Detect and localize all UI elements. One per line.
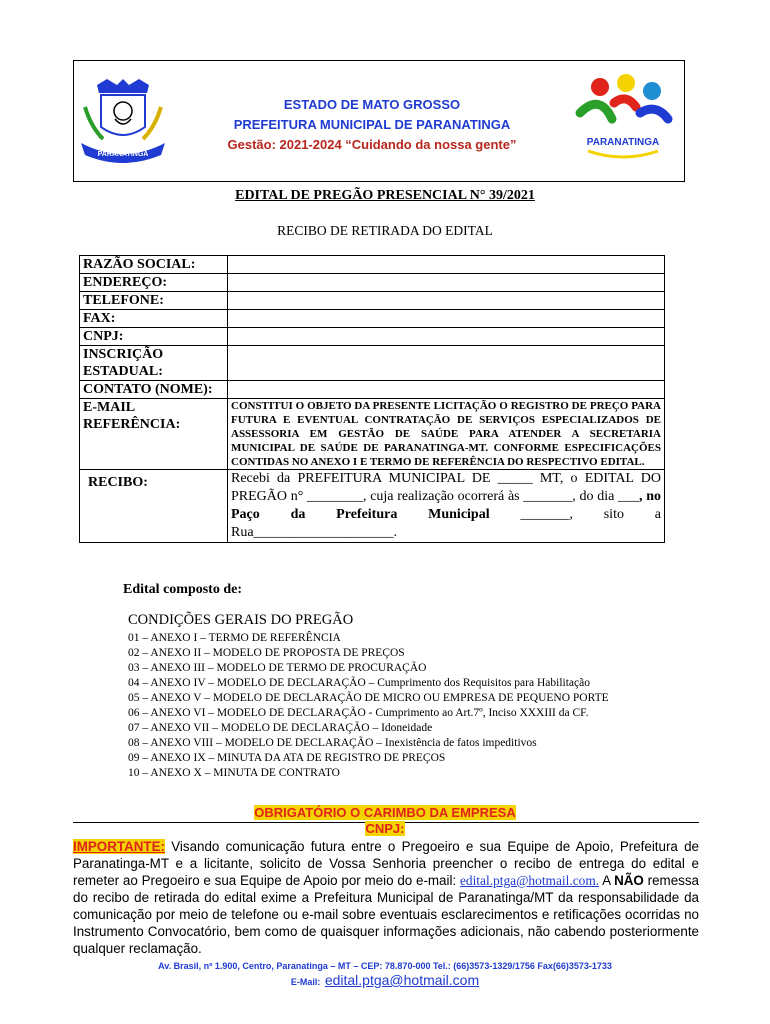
paranatinga-logo-icon xyxy=(570,73,676,169)
referencia-text: CONSTITUI O OBJETO DA PRESENTE LICITAÇÃO O REGISTRO DE PREÇO PARA FUTURA E EVENTUAL CONTRATAÇÃO DE SERVIÇOS ESPECIALIZADOS DE ASSESSORIA EM GESTÃO DE SAÚDE PARA ATENDER A SECRETARIA MUNICIPAL DE SAÚDE DE PARANATINGA-MT. CONFORME ESPECIFICAÇÕES CONTIDAS NO ANEXO I E TERMO DE REFERÊNCIA DO RESPECTIVO EDITAL. xyxy=(228,399,665,470)
administration-motto: Gestão: 2021-2024 “Cuidando da nossa gente” xyxy=(227,137,517,152)
importante-text1: Visando comunicação futura entre o Pregoeiro e sua Equipe de Apoio, Prefeitura de Paranatinga-MT e a licitante, solicito de Vossa Senhoria preencher o recibo de entrega do edital e remeter ao Pregoeiro e sua Equipe de Apoio por meio do e-mail: xyxy=(73,839,699,888)
razao-social-field[interactable] xyxy=(228,256,665,274)
footer-email-line xyxy=(0,972,770,990)
document-subtitle: RECIBO DE RETIRADA DO EDITAL xyxy=(277,223,493,238)
letterhead-text xyxy=(170,95,574,155)
edital-composto-label: Edital composto de: xyxy=(123,582,242,597)
list-item: 10 – ANEXO X – MINUTA DE CONTRATO xyxy=(128,767,340,779)
importante-text2: A xyxy=(599,873,615,888)
footer-address: Av. Brasil, nº 1.900, Centro, Paranatinga – MT – CEP: 78.870-000 Tel.: (66)3573-1329/1756 Fax(66)3573-1733 xyxy=(158,961,612,971)
razao-social-label: RAZÃO SOCIAL: xyxy=(80,256,228,274)
importante-text3: remessa do recibo de retirada do edital exime a Prefeitura Municipal de Paranatinga/MT da responsabilidade da comunicação por meio de telefone ou e-mail sobre eventuais esclarecimentos e retificações ocorridas no Instrumento Convocatório, bem como de quaisquer informações adicionais, não cabendo posteriormente qualquer reclamação. xyxy=(73,873,699,956)
receipt-form xyxy=(79,255,665,543)
logo-text: PARANATINGA xyxy=(586,137,660,148)
document-title: EDITAL DE PREGÃO PRESENCIAL N° 39/2021 xyxy=(235,188,535,203)
telefone-field[interactable] xyxy=(228,292,665,310)
cnpj-field[interactable] xyxy=(228,328,665,346)
state-name: ESTADO DE MATO GROSSO xyxy=(283,97,461,112)
recibo-text-part1: Recebi da PREFEITURA MUNICIPAL DE _____ MT, o EDITAL DO PREGÃO n° ________, cuja realização ocorrerá às _______, do dia ___ xyxy=(231,471,661,504)
nao-emphasis: NÃO xyxy=(614,873,644,888)
footer-email-link[interactable]: edital.ptga@hotmail.com xyxy=(324,972,480,988)
telefone-label: TELEFONE: xyxy=(80,292,228,310)
email-label: E-MAIL xyxy=(83,400,136,415)
fax-field[interactable] xyxy=(228,310,665,328)
list-item: 07 – ANEXO VII – MODELO DE DECLARAÇÃO – Idoneidade xyxy=(128,722,433,734)
referencia-label: REFERÊNCIA: xyxy=(83,417,181,432)
notice-email-link[interactable]: edital.ptga@hotmail.com. xyxy=(459,873,600,888)
list-item: 04 – ANEXO IV – MODELO DE DECLARAÇÃO – Cumprimento dos Requisitos para Habilitação xyxy=(128,677,590,689)
list-item: 06 – ANEXO VI – MODELO DE DECLARAÇÃO - Cumprimento ao Art.7º, Inciso XXXIII da CF. xyxy=(128,707,589,719)
prefecture-name: PREFEITURA MUNICIPAL DE PARANATINGA xyxy=(233,117,511,132)
contato-field[interactable] xyxy=(228,381,665,399)
importante-label: IMPORTANTE: xyxy=(73,839,165,854)
list-item: 09 – ANEXO IX – MINUTA DA ATA DE REGISTRO DE PREÇOS xyxy=(128,752,446,764)
seal-ribbon-text: PARANATINGA xyxy=(97,151,149,158)
cnpj-label: CNPJ: xyxy=(80,328,228,346)
letterhead xyxy=(73,60,685,182)
cnpj-stamp-label: CNPJ: xyxy=(365,821,405,836)
list-item: 08 – ANEXO VIII – MODELO DE DECLARAÇÃO – Inexistência de fatos impeditivos xyxy=(128,737,537,749)
endereco-field[interactable] xyxy=(228,274,665,292)
list-item: 01 – ANEXO I – TERMO DE REFERÊNCIA xyxy=(128,632,341,644)
list-item: 03 – ANEXO III – MODELO DE TERMO DE PROCURAÇÃO xyxy=(128,662,427,674)
list-item: 02 – ANEXO II – MODELO DE PROPOSTA DE PREÇOS xyxy=(128,647,405,659)
fax-label: FAX: xyxy=(80,310,228,328)
inscricao-estadual-field[interactable] xyxy=(228,346,665,381)
cnpj-notice xyxy=(0,821,770,837)
recibo-label: RECIBO: xyxy=(80,470,228,543)
carimbo-text: OBRIGATÓRIO O CARIMBO DA EMPRESA xyxy=(254,805,516,820)
recibo-text xyxy=(228,470,665,543)
list-item: 05 – ANEXO V – MODELO DE DECLARAÇÃO DE MICRO OU EMPRESA DE PEQUENO PORTE xyxy=(128,692,609,704)
recibo-text-part2: _______, sito a Rua____________________. xyxy=(231,507,661,540)
municipal-seal-icon xyxy=(77,77,169,165)
footer-email-label: E-Mail: xyxy=(290,977,321,987)
condicoes-gerais-title: CONDIÇÕES GERAIS DO PREGÃO xyxy=(128,612,354,628)
recibo-text-bold: , no Paço da Prefeitura Municipal xyxy=(231,489,661,522)
anexos-list xyxy=(128,631,609,781)
inscricao-estadual-label: INSCRIÇÃO ESTADUAL: xyxy=(80,346,228,381)
email-referencia-labels xyxy=(80,399,228,470)
contato-label: CONTATO (NOME): xyxy=(80,381,228,399)
carimbo-notice xyxy=(0,805,770,821)
important-notice xyxy=(73,838,699,957)
endereco-label: ENDEREÇO: xyxy=(80,274,228,292)
